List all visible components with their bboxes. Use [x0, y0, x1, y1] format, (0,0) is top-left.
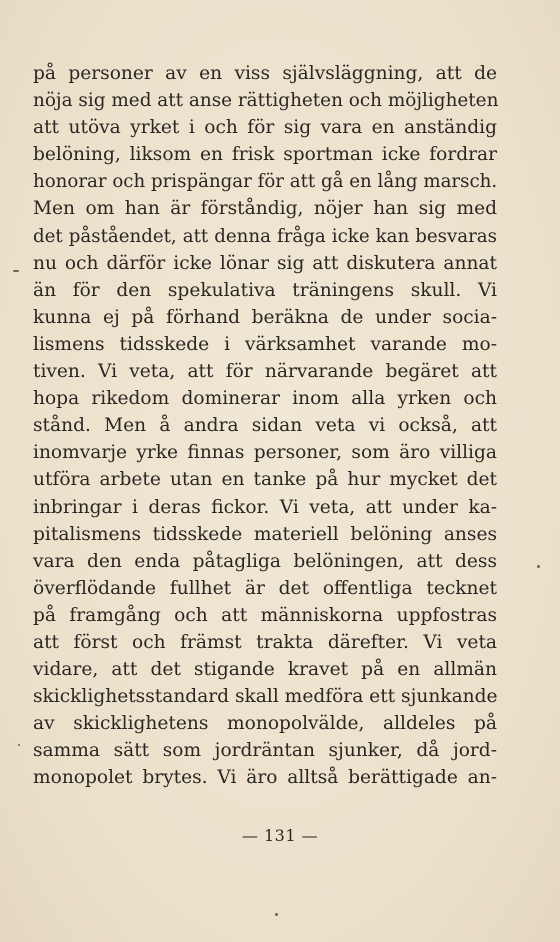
ink-speck [275, 913, 278, 916]
text-line: utföra arbete utan en tanke på hur mycket det [33, 469, 497, 491]
text-line: belöning, liksom en frisk sportman icke fordrar [33, 144, 497, 166]
text-line: lismens tidsskede i värksamhet varande mo- [33, 333, 497, 355]
ink-speck [537, 565, 540, 568]
text-line: monopolet brytes. Vi äro alltså berättigade an- [33, 767, 497, 789]
text-line: stånd. Men å andra sidan veta vi också, att [33, 415, 497, 437]
text-line: av skicklighetens monopolvälde, alldeles på [33, 713, 497, 735]
text-line: än för den spekulativa träningens skull. Vi [33, 279, 497, 301]
text-line: inbringar i deras fickor. Vi veta, att under ka- [33, 496, 497, 518]
text-line: kunna ej på förhand beräkna de under socia- [33, 306, 497, 328]
text-line: att utöva yrket i och för sig vara en anständig [33, 117, 497, 139]
text-line: nu och därför icke lönar sig att diskutera annat [33, 252, 497, 274]
text-line: nöja sig med att anse rättigheten och möjligheten [33, 90, 499, 112]
text-line: vara den enda påtagliga belöningen, att dess [33, 550, 497, 572]
page-number: — 131 — [241, 826, 319, 845]
text-line: pitalismens tidsskede materiell belöning anses [33, 523, 497, 545]
text-line: på framgång och att människorna uppfostras [33, 604, 497, 626]
text-line: det påståendet, att denna fråga icke kan besvaras [33, 225, 497, 247]
text-line: på personer av en viss självsläggning, att de [33, 63, 497, 84]
text-line: skicklighetsstandard skall medföra ett sjunkande [33, 686, 498, 708]
ink-speck [18, 744, 20, 746]
body-text [33, 60, 497, 792]
text-line: honorar och prispängar för att gå en lång marsch. [33, 171, 498, 193]
text-line: vidare, att det stigande kravet på en allmän [33, 659, 497, 681]
text-line: tiven. Vi veta, att för närvarande begäret att [33, 361, 497, 383]
text-line: samma sätt som jordräntan sjunker, då jord- [33, 740, 497, 762]
text-line: överflödande fullhet är det offentliga tecknet [33, 577, 497, 599]
ink-speck [13, 270, 19, 272]
text-line: hopa rikedom dominerar inom alla yrken och [33, 388, 497, 410]
text-line: Men om han är förståndig, nöjer han sig med [33, 198, 497, 220]
text-line: att först och främst trakta därefter. Vi veta [33, 631, 497, 653]
text-line: inomvarje yrke finnas personer, som äro villiga [33, 442, 497, 464]
